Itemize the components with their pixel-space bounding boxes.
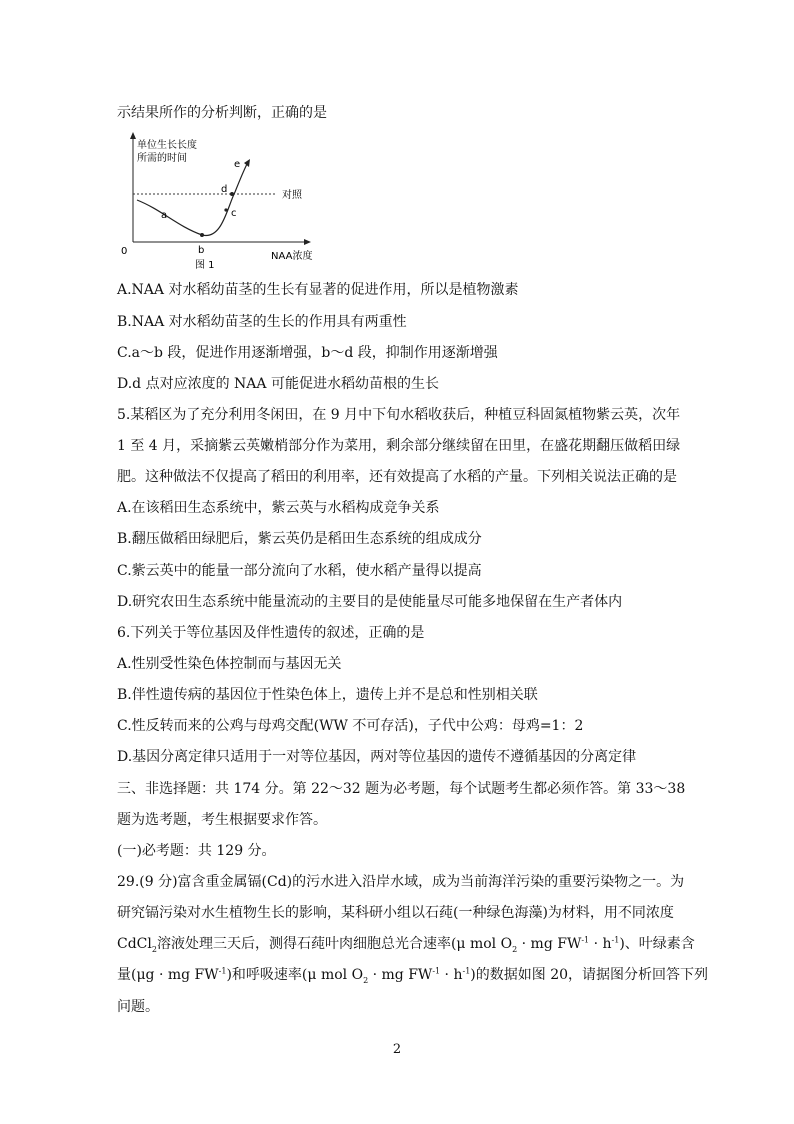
- q6-option-b: B.伴性遗传病的基因位于性染色体上，遗传上并不是总和性别相关联: [117, 687, 538, 703]
- control-label: 对照: [282, 190, 302, 201]
- q6-option-c: C.性反转而来的公鸡与母鸡交配(WW 不可存活)，子代中公鸡：母鸡=1：2: [117, 718, 584, 734]
- curve-arrow: [244, 159, 250, 167]
- section3-required: (一)必考题：共 129 分。: [117, 843, 276, 859]
- q4-option-a: A.NAA 对水稻幼苗茎的生长有显著的促进作用，所以是植物激素: [117, 282, 519, 298]
- q4-option-d: D.d 点对应浓度的 NAA 可能促进水稻幼苗根的生长: [117, 376, 439, 392]
- q5-stem-3: 肥。这种做法不仅提高了稻田的利用率，还有效提高了水稻的产量。下列相关说法正确的是: [117, 469, 677, 485]
- q5-stem-2: 1 至 4 月，采摘紫云英嫩梢部分作为菜用，剩余部分继续留在田里，在盛花期翻压做稻田绿: [117, 438, 681, 454]
- q6-option-a: A.性别受性染色体控制而与基因无关: [117, 656, 342, 672]
- q6-option-d: D.基因分离定律只适用于一对等位基因，两对等位基因的遗传不遵循基因的分离定律: [117, 749, 637, 765]
- x-axis-arrow: [304, 239, 311, 245]
- section3-line-1: 三、非选择题：共 174 分。第 22～32 题为必考题，每个试题考生都必须作答。第 33～38: [117, 781, 686, 797]
- q6-stem: 6.下列关于等位基因及伴性遗传的叙述，正确的是: [117, 625, 425, 641]
- x-axis-label: NAA浓度: [271, 251, 313, 262]
- q29-line-2: 研究镉污染对水生植物生长的影响，某科研小组以石莼(一种绿色海藻)为材料，用不同浓度: [117, 905, 674, 921]
- y-axis-arrow: [130, 132, 136, 139]
- q29-line-5: 问题。: [117, 999, 159, 1015]
- y-label-1: 单位生长长度: [137, 140, 197, 151]
- q29-line-4: 量(μg · mg $FW^{-1}$)和呼吸速率(μ mol $O_2$ · mg $FW^{-1} \cdot h^{-1}$)的数据如图 20，请据图分析回答下列: [117, 966, 709, 985]
- q5-option-d: D.研究农田生态系统中能量流动的主要目的是使能量尽可能多地保留在生产者体内: [117, 594, 623, 610]
- q29-line-3: CdCl$_2$溶液处理三天后，测得石莼叶肉细胞总光合速率(μ mol $O_2$ · mg $FW^{-1} \cdot h^{-1}$)、叶绿素含: [117, 935, 695, 954]
- q4-option-c: C.a～b 段，促进作用逐渐增强，b～d 段，抑制作用逐渐增强: [117, 345, 498, 361]
- point-c: [224, 208, 227, 211]
- point-b: [200, 233, 204, 237]
- section3-line-2: 题为选考题，考生根据要求作答。: [117, 812, 327, 828]
- response-curve: [137, 164, 247, 236]
- label-b: b: [198, 245, 205, 256]
- figure-1: [117, 130, 347, 280]
- point-d: [230, 192, 234, 196]
- origin-label: 0: [121, 246, 128, 257]
- q29-line-1: 29.(9 分)富含重金属镉(Cd)的污水进入沿岸水域，成为当前海洋污染的重要污染物之一。为: [117, 874, 685, 890]
- figure-caption: 图 1: [195, 260, 215, 271]
- label-c: c: [231, 208, 237, 219]
- naa-curve-diagram: [117, 130, 347, 280]
- page-number: 2: [392, 1042, 402, 1057]
- label-d: d: [221, 184, 228, 195]
- label-e: e: [234, 159, 241, 170]
- label-a: a: [161, 210, 168, 221]
- q5-option-b: B.翻压做稻田绿肥后，紫云英仍是稻田生态系统的组成成分: [117, 531, 482, 547]
- q4-option-b: B.NAA 对水稻幼苗茎的生长的作用具有两重性: [117, 314, 407, 330]
- q5-option-a: A.在该稻田生态系统中，紫云英与水稻构成竞争关系: [117, 500, 440, 516]
- intro-text: 示结果所作的分析判断，正确的是: [117, 105, 327, 121]
- q5-option-c: C.紫云英中的能量一部分流向了水稻，使水稻产量得以提高: [117, 563, 482, 579]
- q5-stem-1: 5.某稻区为了充分利用冬闲田，在 9 月中下旬水稻收获后，种植豆科固氮植物紫云英，次年: [117, 407, 681, 423]
- y-label-2: 所需的时间: [137, 153, 187, 164]
